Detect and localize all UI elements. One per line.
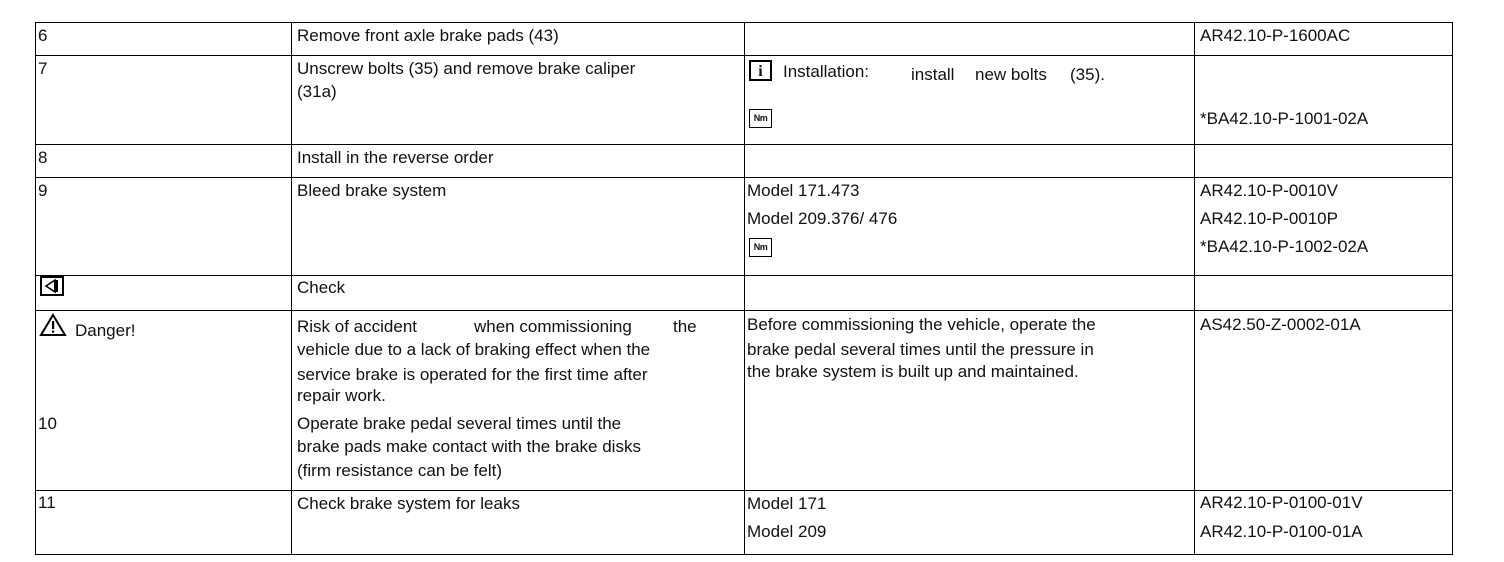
document-reference-link[interactable]: AR42.10-P-0100-01A <box>1200 522 1363 541</box>
column-divider <box>744 22 745 555</box>
document-reference-link[interactable]: AS42.50-Z-0002-01A <box>1200 315 1361 334</box>
danger-text: when commissioning <box>474 317 632 336</box>
torque-nm-icon[interactable]: Nm <box>749 238 772 257</box>
model-designation: Model 209.376/ 476 <box>747 209 898 228</box>
info-icon: i <box>749 60 772 81</box>
document-reference-link[interactable]: AR42.10-P-0100-01V <box>1200 493 1363 512</box>
step-number: 9 <box>38 181 48 200</box>
step-action: Check brake system for leaks <box>297 494 520 513</box>
danger-text: Risk of accident <box>297 317 417 336</box>
installation-note-text: (35). <box>1070 65 1105 84</box>
step-number: 8 <box>38 148 48 167</box>
step-number: 7 <box>38 59 48 78</box>
torque-nm-icon[interactable]: Nm <box>749 109 772 128</box>
danger-text: service brake is operated for the first time after <box>297 365 648 384</box>
danger-text: repair work. <box>297 386 386 405</box>
step-action: Operate brake pedal several times until the <box>297 414 622 433</box>
danger-instruction: Before commissioning the vehicle, operate the <box>747 315 1096 334</box>
warning-triangle-icon <box>39 313 67 337</box>
check-icon <box>40 276 64 296</box>
document-reference-link[interactable]: AR42.10-P-1600AC <box>1200 26 1351 45</box>
danger-text: the <box>673 317 697 336</box>
danger-instruction: brake pedal several times until the pressure in <box>747 340 1094 359</box>
step-action: (31a) <box>297 82 337 101</box>
installation-note-text: new bolts <box>975 65 1047 84</box>
model-designation: Model 209 <box>747 522 827 541</box>
step-action: Check <box>297 278 346 297</box>
column-divider <box>1194 22 1195 555</box>
document-reference-link[interactable]: *BA42.10-P-1002-02A <box>1200 237 1369 256</box>
danger-instruction: the brake system is built up and maintained. <box>747 362 1079 381</box>
step-action: Unscrew bolts (35) and remove brake caliper <box>297 59 636 78</box>
column-divider <box>35 22 36 555</box>
step-number: 6 <box>38 26 48 45</box>
step-action: (firm resistance can be felt) <box>297 461 503 480</box>
danger-text: vehicle due to a lack of braking effect when the <box>297 340 651 359</box>
installation-note-text: install <box>911 65 955 84</box>
step-action: Install in the reverse order <box>297 148 494 167</box>
document-reference-link[interactable]: AR42.10-P-0010V <box>1200 181 1338 200</box>
document-reference-link[interactable]: AR42.10-P-0010P <box>1200 209 1338 228</box>
column-divider <box>291 22 292 555</box>
installation-note-label: Installation: <box>783 62 869 81</box>
danger-label: Danger! <box>75 321 136 340</box>
step-number: 11 <box>38 493 56 512</box>
column-divider <box>1452 22 1453 555</box>
step-action: Bleed brake system <box>297 181 447 200</box>
document-reference-link[interactable]: *BA42.10-P-1001-02A <box>1200 109 1369 128</box>
model-designation: Model 171.473 <box>747 181 860 200</box>
step-action: brake pads make contact with the brake disks <box>297 437 641 456</box>
model-designation: Model 171 <box>747 494 827 513</box>
step-action: Remove front axle brake pads (43) <box>297 26 559 45</box>
step-number: 10 <box>38 414 57 433</box>
